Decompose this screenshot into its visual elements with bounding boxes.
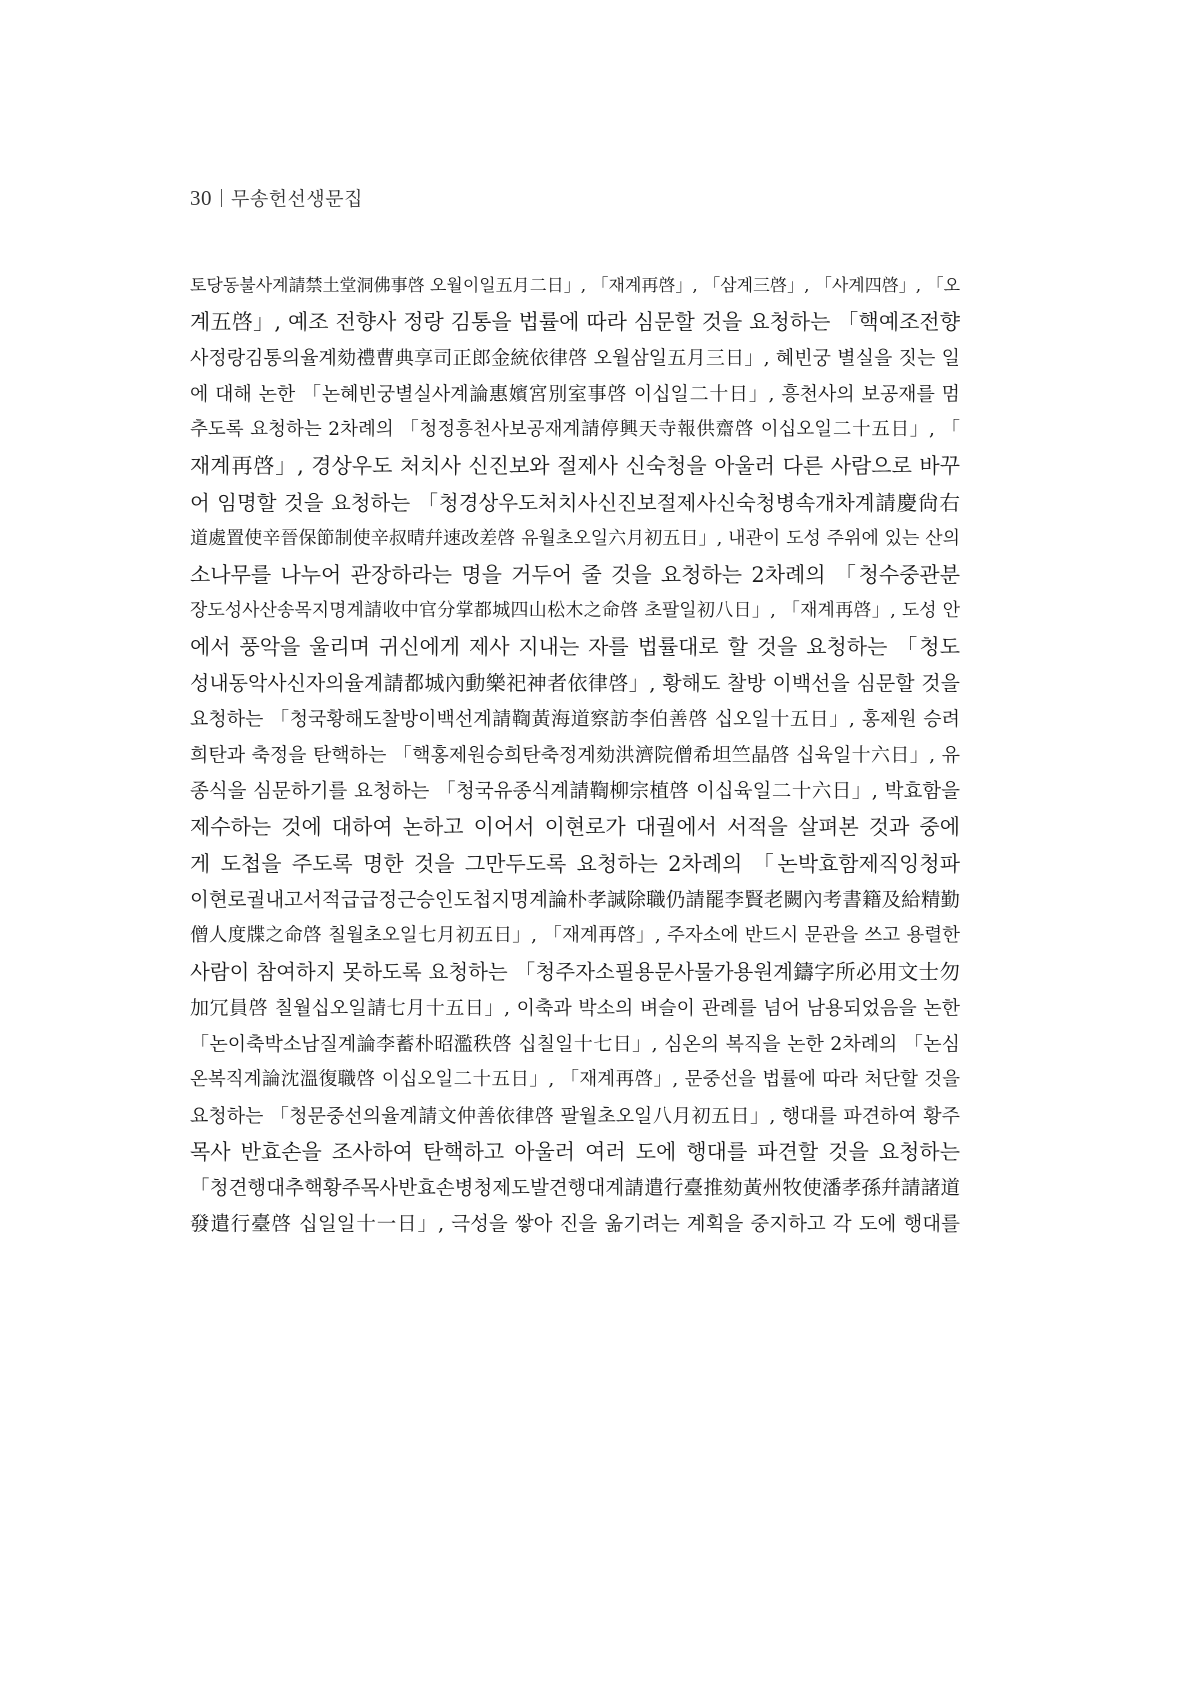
text-line: 게 도첩을 주도록 명한 것을 그만두도록 요청하는 2차례의 「논박효함제직잉청파 (190, 851, 960, 876)
text-line: 發遣行臺啓 십일일十一日」, 극성을 쌓아 진을 옮기려는 계획을 중지하고 각 도에 행대를 (190, 1212, 960, 1236)
page-number: 30 (190, 186, 212, 210)
text-line: 종식을 심문하기를 요청하는 「청국유종식계請鞫柳宗植啓 이십육일二十六日」, 박효함을 (190, 779, 960, 803)
text-line: 사람이 참여하지 못하도록 요청하는 「청주자소필용문사물가용원계鑄字所必用文士勿 (190, 959, 960, 984)
text-line: 「청견행대추핵황주목사반효손병청제도발견행대계請遣行臺推劾黃州牧使潘孝孫幷請諸道 (190, 1176, 960, 1200)
text-line: 장도성사산송목지명계請收中官分掌都城四山松木之命啓 초팔일初八日」, 「재계再啓」, 도성 안 (190, 599, 960, 621)
text-line: 사정랑김통의율계劾禮曹典享司正郎金統依律啓 오월삼일五月三日」, 혜빈궁 별실을 짓는 일 (190, 347, 960, 370)
text-line: 僧人度牒之命啓 칠월초오일七月初五日」, 「재계再啓」, 주자소에 반드시 문관을 쓰고 용렬한 (190, 924, 960, 946)
text-line: 加冗員啓 칠월십오일請七月十五日」, 이축과 박소의 벼슬이 관례를 넘어 남용되었음을 논한 (190, 996, 960, 1019)
text-line: 에 대해 논한 「논혜빈궁별실사계論惠嬪宮別室事啓 이십일二十日」, 흥천사의 보공재를 멈 (190, 383, 960, 406)
text-line: 계五啓」, 예조 전향사 정랑 김통을 법률에 따라 심문할 것을 요청하는 「핵예조전향 (190, 310, 960, 335)
text-line: 목사 반효손을 조사하여 탄핵하고 아울러 여러 도에 행대를 파견할 것을 요청하는 (190, 1140, 960, 1165)
text-line: 추도록 요청하는 2차례의 「청정흥천사보공재계請停興天寺報供齋啓 이십오일二十五日」, 「 (190, 419, 960, 441)
text-line: 토당동불사계請禁土堂洞佛事啓 오월이일五月二日」, 「재계再啓」, 「삼계三啓」, 「사계四啓」, 「오 (190, 276, 960, 296)
text-line: 재계再啓」, 경상우도 처치사 신진보와 절제사 신숙청을 아울러 다른 사람으로 바꾸 (190, 454, 960, 479)
text-line: 요청하는 「청문중선의율계請文仲善依律啓 팔월초오일八月初五日」, 행대를 파견하여 황주 (190, 1105, 960, 1128)
text-line: 성내동악사신자의율계請都城內動樂祀神者依律啓」, 황해도 찰방 이백선을 심문할 것을 (190, 671, 960, 696)
book-title: 무송헌선생문집 (231, 188, 363, 210)
text-line: 소나무를 나누어 관장하라는 명을 거두어 줄 것을 요청하는 2차례의 「청수중관분 (190, 562, 960, 587)
text-line: 희탄과 축정을 탄핵하는 「핵홍제원승희탄축정계劾洪濟院僧希坦竺晶啓 십육일十六日」, 유 (190, 744, 960, 767)
text-line: 요청하는 「청국황해도찰방이백선계請鞫黃海道察訪李伯善啓 십오일十五日」, 홍제원 승려 (190, 708, 960, 731)
text-line: 「논이축박소남질계論李蓄朴昭濫秩啓 십칠일十七日」, 심온의 복직을 논한 2차례의 「논심 (190, 1032, 960, 1055)
text-line: 이현로궐내고서적급급정근승인도첩지명계論朴孝諴除職仍請罷李賢老闕內考書籍及給精勤 (190, 887, 960, 911)
running-header (190, 184, 363, 211)
text-line: 제수하는 것에 대하여 논하고 이어서 이현로가 대궐에서 서적을 살펴본 것과 중에 (190, 815, 960, 840)
text-line: 어 임명할 것을 요청하는 「청경상우도처치사신진보절제사신숙청병속개차계請慶尙右 (190, 490, 960, 515)
text-line: 에서 풍악을 울리며 귀신에게 제사 지내는 자를 법률대로 할 것을 요청하는 「청도 (190, 634, 960, 659)
text-line: 道處置使辛晉保節制使辛叔晴幷速改差啓 유월초오일六月初五日」, 내관이 도성 주위에 있는 산의 (190, 527, 960, 549)
header-divider (221, 189, 222, 207)
body-text (190, 268, 960, 1243)
text-line: 온복직계論沈溫復職啓 이십오일二十五日」, 「재계再啓」, 문중선을 법률에 따라 처단할 것을 (190, 1069, 960, 1091)
